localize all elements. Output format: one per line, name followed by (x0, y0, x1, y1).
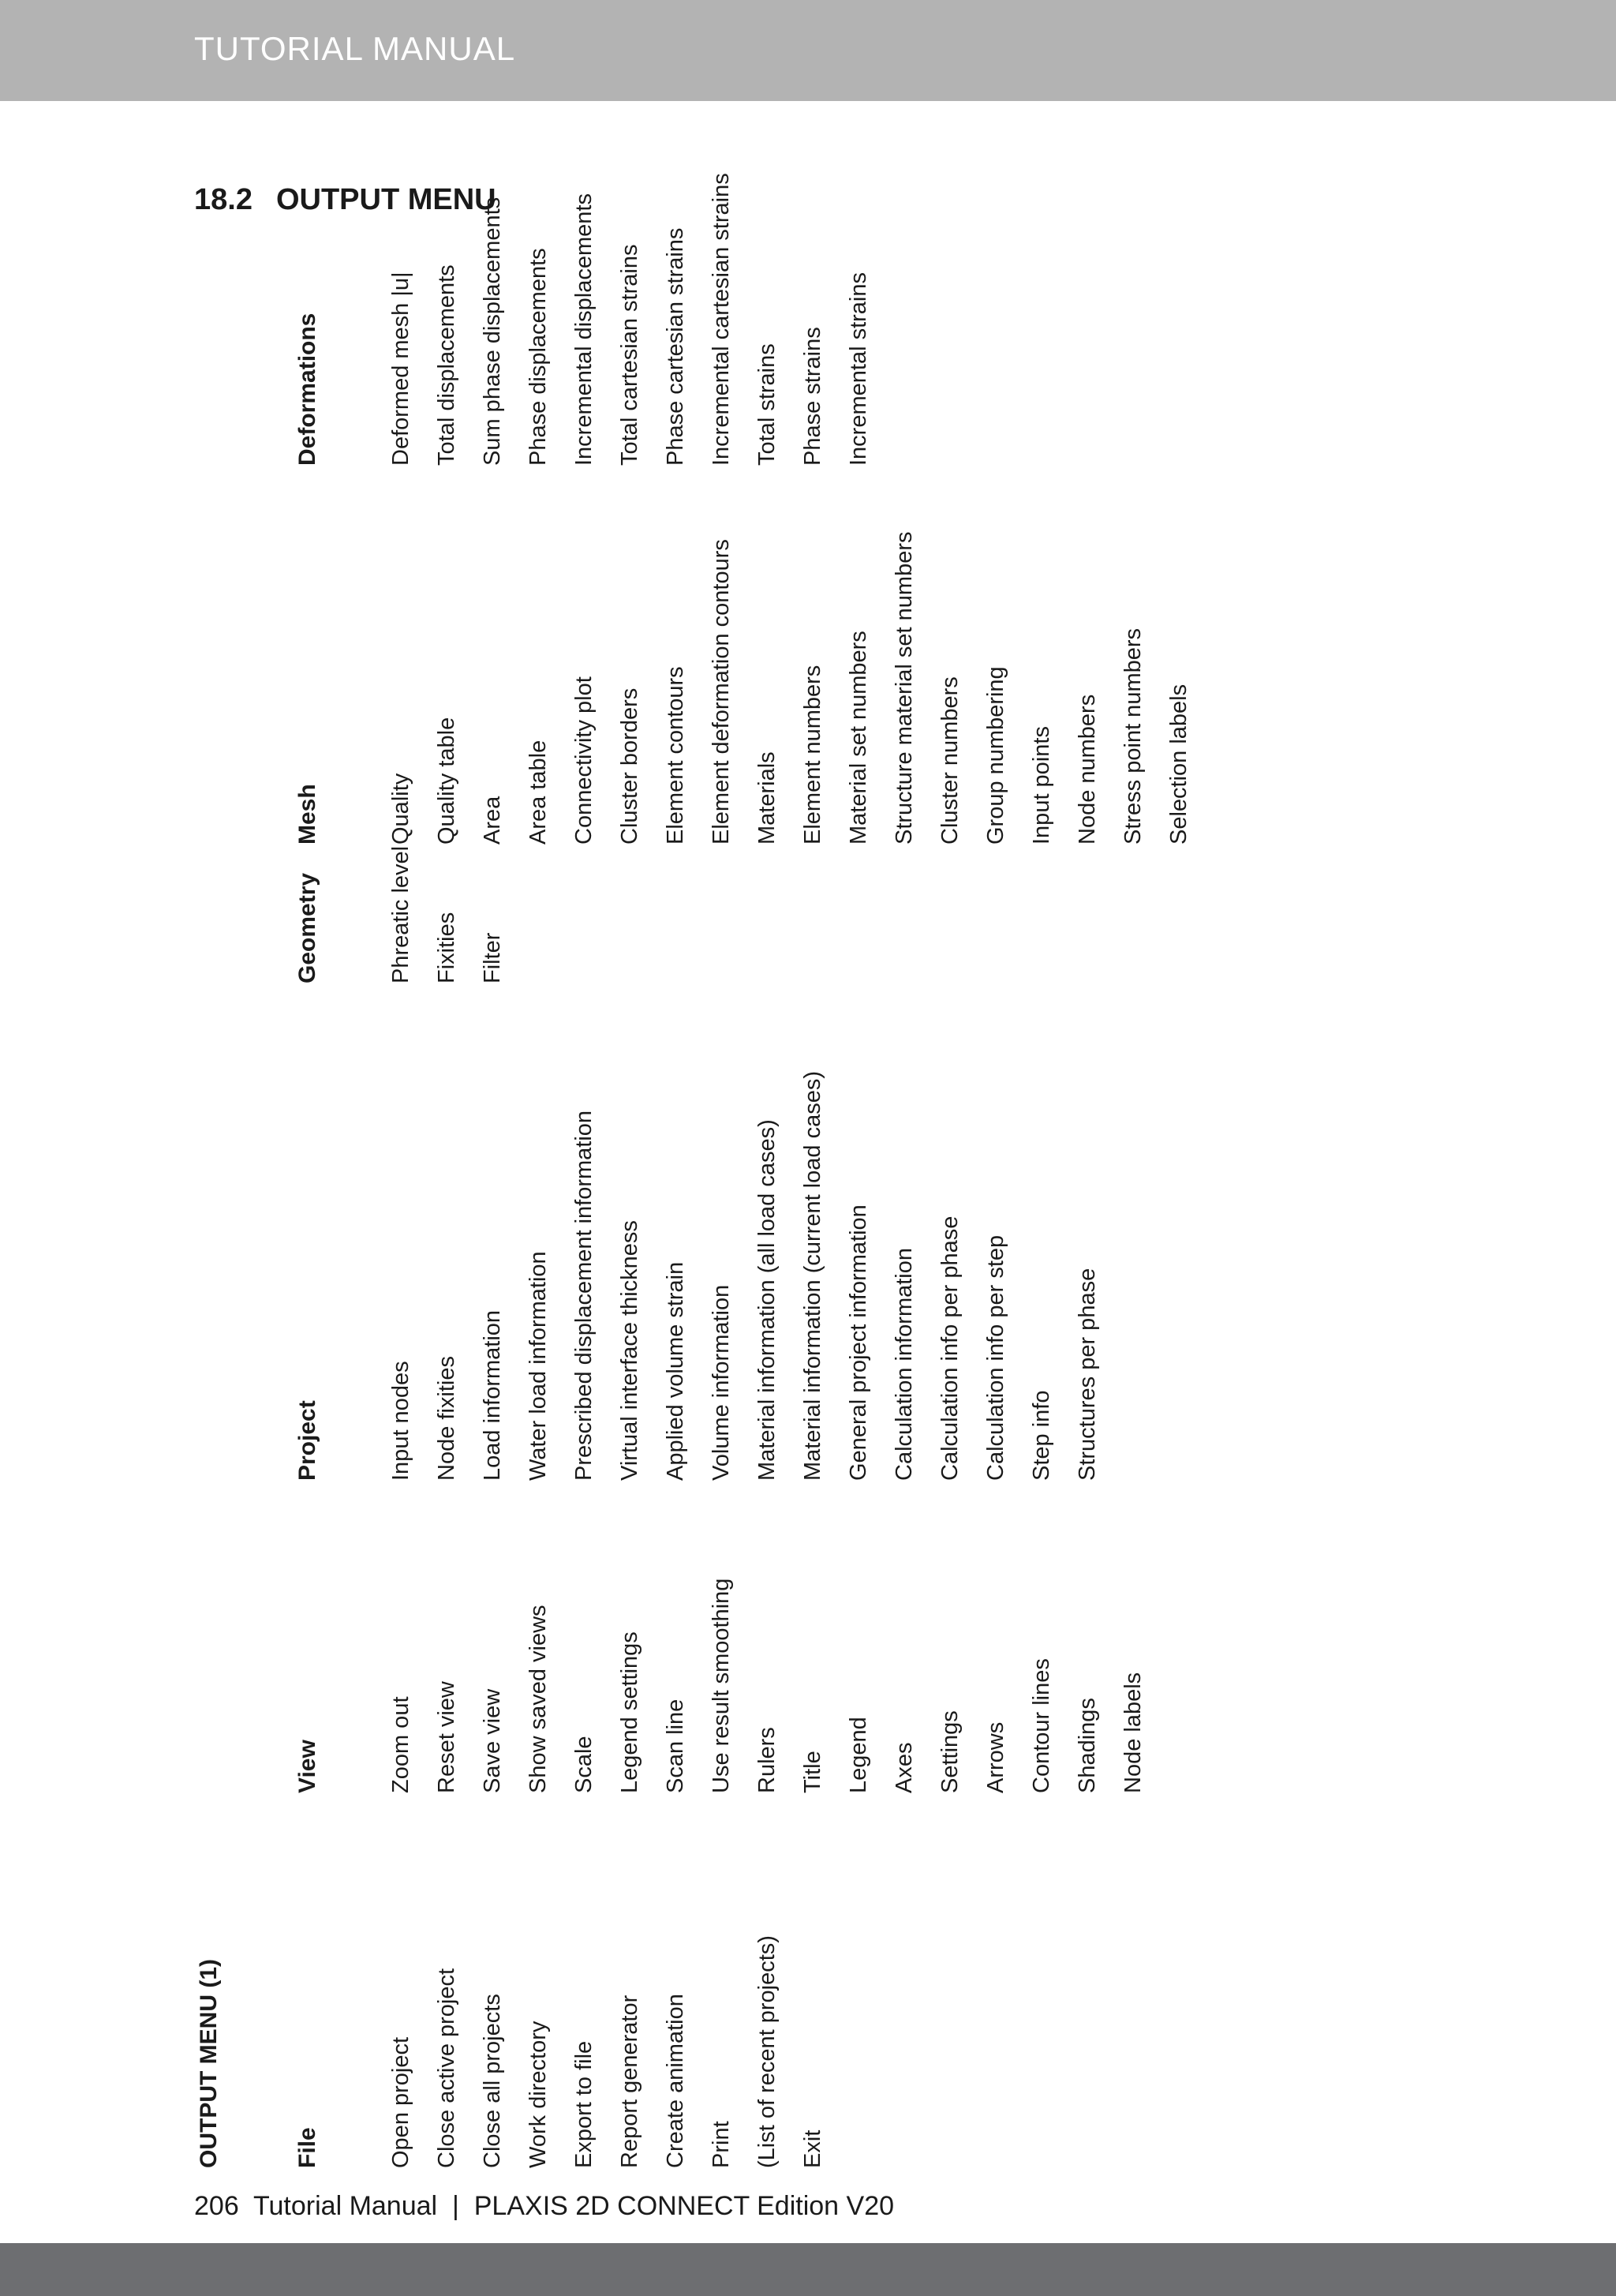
menu-item: Phreatic level (388, 845, 413, 983)
menu-item: Incremental displacements (571, 193, 597, 466)
column-items (385, 1579, 1163, 1793)
menu-item: Virtual interface thickness (617, 1220, 642, 1481)
menu-item: Save view (480, 1688, 505, 1793)
menu-item: Settings (937, 1710, 963, 1793)
menu-item: Load information (480, 1309, 505, 1481)
menu-item: Selection labels (1166, 684, 1191, 845)
menu-item: Zoom out (388, 1696, 413, 1793)
menu-column-project (292, 1071, 1117, 1481)
menu-item: Input nodes (388, 1361, 413, 1481)
menu-item: Total displacements (434, 264, 459, 466)
menu-item: Report generator (617, 1994, 642, 2168)
menu-item: Applied volume strain (663, 1261, 688, 1481)
menu-item: Material information (current load cases) (800, 1071, 825, 1481)
menu-item: Sum phase displacements (480, 197, 505, 466)
menu-item: Phase displacements (526, 248, 551, 466)
column-title: Deformations (294, 313, 320, 466)
column-items (385, 1071, 1117, 1481)
menu-item: Prescribed displacement information (571, 1110, 597, 1481)
menu-item: Materials (754, 751, 780, 845)
menu-item: Exit (800, 2129, 825, 2168)
menu-item: Node labels (1120, 1672, 1146, 1793)
menu-item: Element deformation contours (709, 539, 734, 845)
manual-name: Tutorial Manual (253, 2191, 438, 2221)
menu-item: Volume information (709, 1284, 734, 1481)
menu-item: Incremental strains (846, 272, 871, 466)
page-footer (194, 2191, 894, 2222)
menu-item: Close active project (434, 1968, 459, 2168)
column-items (385, 1935, 843, 2168)
menu-item: Axes (892, 1742, 917, 1793)
menu-item: Close all projects (480, 1994, 505, 2168)
menu-item: Use result smoothing (709, 1578, 734, 1793)
product-name: PLAXIS 2D CONNECT Edition V20 (473, 2191, 895, 2221)
table-caption: OUTPUT MENU (1) (196, 1959, 222, 2168)
menu-item: Title (800, 1751, 825, 1793)
menu-item: Scale (571, 1736, 597, 1793)
section-title: OUTPUT MENU (275, 183, 496, 216)
menu-item: Structures per phase (1075, 1268, 1100, 1481)
menu-item: Work directory (526, 2021, 551, 2168)
menu-item: Filter (480, 932, 505, 983)
page-number: 206 (194, 2191, 239, 2221)
menu-item: Water load information (526, 1251, 551, 1481)
menu-item: Quality (388, 773, 413, 845)
menu-item: Create animation (663, 1994, 688, 2168)
menu-item: Element contours (663, 666, 688, 845)
menu-item: Phase cartesian strains (663, 227, 688, 466)
menu-item: General project information (846, 1204, 871, 1481)
menu-item: Area (480, 796, 505, 845)
menu-item: Scan line (663, 1699, 688, 1793)
menu-column-geometry (292, 846, 522, 983)
menu-item: Node fixities (434, 1356, 459, 1481)
menu-item: Show saved views (526, 1605, 551, 1793)
menu-column-view (292, 1579, 1163, 1793)
menu-column-mesh (292, 532, 1209, 845)
footer-separator: | (452, 2191, 459, 2221)
menu-item: Reset view (434, 1681, 459, 1793)
menu-item: Node numbers (1075, 694, 1100, 845)
menu-item: Cluster numbers (937, 676, 963, 845)
menu-item: Calculation information (892, 1248, 917, 1481)
menu-item: Area table (526, 740, 551, 845)
menu-item: Input points (1029, 726, 1054, 845)
menu-item: (List of recent projects) (754, 1935, 780, 2168)
column-title: Project (294, 1400, 320, 1481)
menu-item: Step info (1029, 1390, 1054, 1481)
menu-item: Calculation info per phase (937, 1215, 963, 1481)
menu-item: Cluster borders (617, 687, 642, 845)
menu-item: Total strains (754, 343, 780, 466)
column-items (385, 846, 522, 983)
menu-item: Calculation info per step (983, 1234, 1008, 1481)
column-title: View (294, 1740, 320, 1793)
menu-item: Shadings (1075, 1698, 1100, 1793)
column-title: Mesh (294, 784, 320, 845)
menu-item: Element numbers (800, 665, 825, 845)
column-title: Geometry (294, 872, 320, 983)
menu-item: Print (709, 2121, 734, 2168)
menu-item: Stress point numbers (1120, 627, 1146, 845)
section-number: 18.2 (194, 183, 252, 216)
menu-item: Incremental cartesian strains (709, 173, 734, 466)
column-items (385, 532, 1209, 845)
column-items (385, 173, 888, 466)
top-banner (0, 0, 1616, 101)
menu-column-file (292, 1935, 843, 2168)
banner-title: TUTORIAL MANUAL (194, 30, 516, 67)
menu-item: Connectivity plot (571, 676, 597, 845)
menu-item: Material set numbers (846, 631, 871, 845)
menu-item: Phase strains (800, 327, 825, 466)
menu-item: Material information (all load cases) (754, 1119, 780, 1481)
menu-item: Total cartesian strains (617, 244, 642, 466)
menu-item: Contour lines (1029, 1658, 1054, 1793)
menu-item: Arrows (983, 1721, 1008, 1793)
menu-column-deformations (292, 173, 888, 466)
menu-item: Quality table (434, 717, 459, 845)
menu-item: Group numbering (983, 666, 1008, 845)
menu-item: Deformed mesh |u| (388, 272, 413, 466)
menu-item: Export to file (571, 2040, 597, 2168)
menu-item: Open project (388, 2036, 413, 2168)
menu-item: Rulers (754, 1727, 780, 1793)
menu-item: Fixities (434, 912, 459, 983)
column-title: File (294, 2127, 320, 2168)
menu-item: Legend (846, 1717, 871, 1793)
bottom-bar (0, 2243, 1616, 2296)
menu-item: Structure material set numbers (892, 531, 917, 845)
menu-item: Legend settings (617, 1631, 642, 1793)
